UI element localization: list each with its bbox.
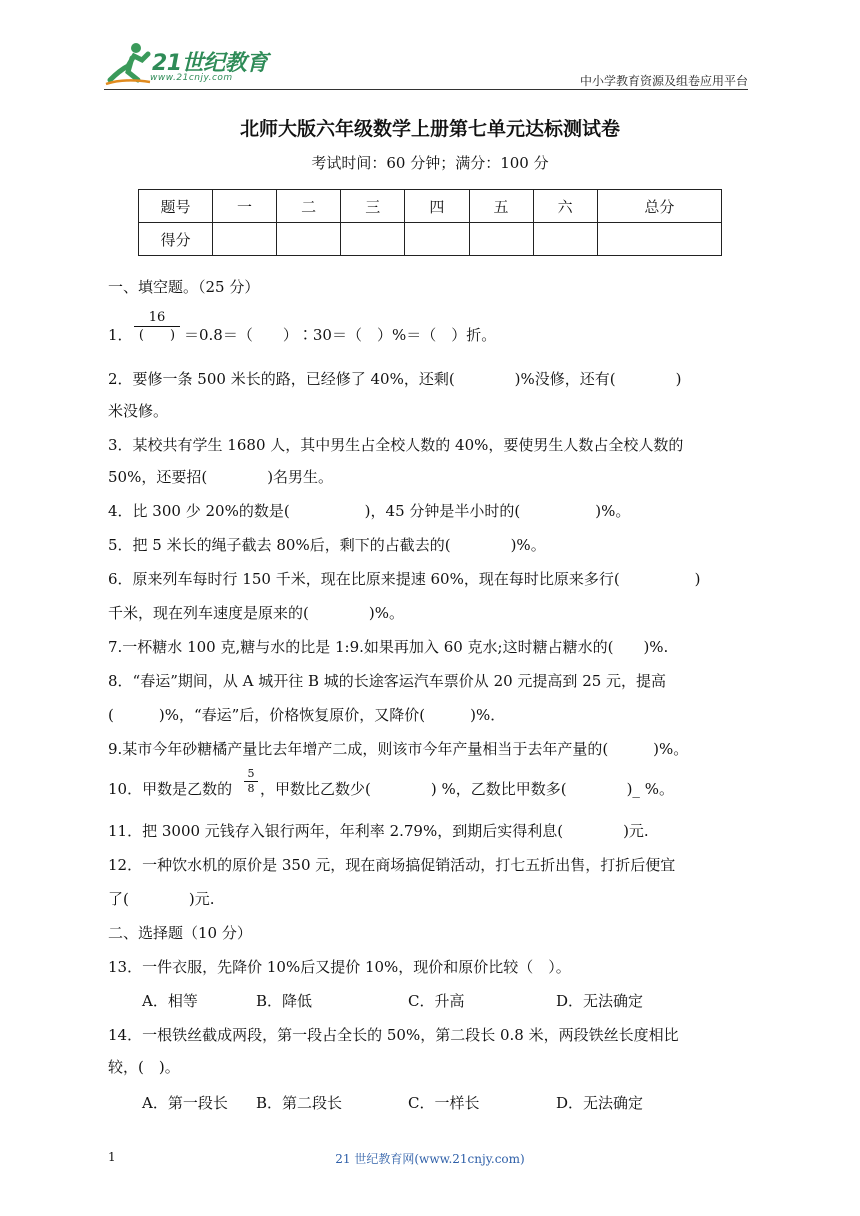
page-title: 北师大版六年级数学上册第七单元达标测试卷 bbox=[239, 118, 620, 140]
q14-option-c: C．一样长 bbox=[408, 1094, 480, 1112]
fraction-numerator: 5 bbox=[244, 767, 258, 782]
exam-info: 考试时间：60 分钟；满分：100 分 bbox=[311, 154, 549, 172]
fraction-denominator: 8 bbox=[247, 782, 255, 795]
page-header bbox=[104, 40, 748, 90]
section-heading-choice: 二、选择题（10 分） bbox=[108, 924, 252, 942]
logo bbox=[104, 40, 274, 88]
table-cell: 一 bbox=[213, 190, 277, 223]
q13: 13．一件衣服，先降价 10%后又提价 10%，现价和原价比较（ ）。 bbox=[108, 958, 571, 976]
q1-text: ＝0.8＝（ ）∶30＝（ ）%＝（ ）折。 bbox=[184, 326, 497, 344]
q13-option-a: A．相等 bbox=[142, 992, 198, 1010]
q4: 4．比 300 少 20%的数是( )，45 分钟是半小时的( )%。 bbox=[108, 502, 631, 520]
q11: 11．把 3000 元钱存入银行两年，年利率 2.79%，到期后实得利息( )元. bbox=[108, 822, 649, 840]
q10-fraction bbox=[244, 767, 258, 796]
q2-line2: 米没修。 bbox=[108, 402, 169, 420]
q2-line1: 2．要修一条 500 米长的路，已经修了 40%，还剩( )%没修，还有( ) bbox=[108, 370, 682, 388]
score-input-cell[interactable] bbox=[277, 223, 341, 256]
q6-line1: 6．原来列车每时行 150 千米，现在比原来提速 60%，现在每时比原来多行( ) bbox=[108, 570, 701, 588]
runner-icon bbox=[104, 40, 154, 86]
page-number: 1 bbox=[108, 1150, 116, 1164]
q6-line2: 千米，现在列车速度是原来的( )%。 bbox=[108, 604, 404, 622]
table-row bbox=[139, 190, 722, 223]
q14-option-d: D．无法确定 bbox=[556, 1094, 644, 1112]
table-cell: 五 bbox=[469, 190, 533, 223]
q8-line2: ( )%，“春运”后，价格恢复原价，又降价( )%． bbox=[108, 706, 506, 724]
section-heading-fill: 一、填空题。（25 分） bbox=[108, 278, 260, 296]
q3-line1: 3．某校共有学生 1680 人，其中男生占全校人数的 40%，要使男生人数占全校人数的 bbox=[108, 436, 684, 454]
score-table bbox=[138, 189, 722, 256]
score-input-cell[interactable] bbox=[597, 223, 721, 256]
q14-option-b: B．第二段长 bbox=[256, 1094, 343, 1112]
table-row bbox=[139, 223, 722, 256]
logo-url: www.21cnjy.com bbox=[150, 73, 233, 83]
score-input-cell[interactable] bbox=[405, 223, 469, 256]
table-cell: 题号 bbox=[139, 190, 213, 223]
q10-prefix: 10．甲数是乙数的 bbox=[108, 780, 233, 798]
table-cell: 二 bbox=[277, 190, 341, 223]
fraction-denominator: ( ) bbox=[138, 328, 176, 343]
header-divider bbox=[104, 89, 748, 90]
q5: 5．把 5 米长的绳子截去 80%后，剩下的占截去的( )%。 bbox=[108, 536, 546, 554]
q12-line1: 12．一种饮水机的原价是 350 元，现在商场搞促销活动，打七五折出售，打折后便宜 bbox=[108, 856, 676, 874]
footer-site-link[interactable]: 21 世纪教育网(www.21cnjy.com) bbox=[335, 1152, 525, 1166]
q13-option-d: D．无法确定 bbox=[556, 992, 644, 1010]
q14-line1: 14．一根铁丝截成两段，第一段占全长的 50%，第二段长 0.8 米，两段铁丝长度相比 bbox=[108, 1026, 679, 1044]
fraction-numerator: 16 bbox=[134, 309, 180, 327]
score-input-cell[interactable] bbox=[213, 223, 277, 256]
q12-line2: 了( )元. bbox=[108, 890, 215, 908]
table-cell: 三 bbox=[341, 190, 405, 223]
table-cell: 四 bbox=[405, 190, 469, 223]
q3-line2: 50%，还要招( )名男生。 bbox=[108, 468, 334, 486]
q7: 7.一杯糖水 100 克,糖与水的比是 1:9.如果再加入 60 克水;这时糖占糖水的( )%. bbox=[108, 638, 669, 656]
q9: 9.某市今年砂糖橘产量比去年增产二成，则该市今年产量相当于去年产量的( )%。 bbox=[108, 740, 689, 758]
q14-option-a: A．第一段长 bbox=[142, 1094, 228, 1112]
platform-label: 中小学教育资源及组卷应用平台 bbox=[579, 74, 748, 88]
q13-option-b: B．降低 bbox=[256, 992, 313, 1010]
score-input-cell[interactable] bbox=[341, 223, 405, 256]
q1-number: 1． bbox=[108, 326, 133, 344]
score-input-cell[interactable] bbox=[469, 223, 533, 256]
table-cell: 六 bbox=[533, 190, 597, 223]
q13-option-c: C．升高 bbox=[408, 992, 465, 1010]
score-input-cell[interactable] bbox=[533, 223, 597, 256]
q8-line1: 8．“春运”期间，从 A 城开往 B 城的长途客运汽车票价从 20 元提高到 25 元，提高 bbox=[108, 672, 667, 690]
table-cell: 总分 bbox=[597, 190, 721, 223]
table-cell: 得分 bbox=[139, 223, 213, 256]
q10-text: ，甲数比乙数少( ) %，乙数比甲数多( )_ %。 bbox=[260, 780, 674, 798]
logo-text: 21世纪教育 bbox=[152, 51, 268, 76]
q14-line2: 较，( )。 bbox=[108, 1058, 180, 1076]
q1-fraction bbox=[134, 309, 180, 344]
